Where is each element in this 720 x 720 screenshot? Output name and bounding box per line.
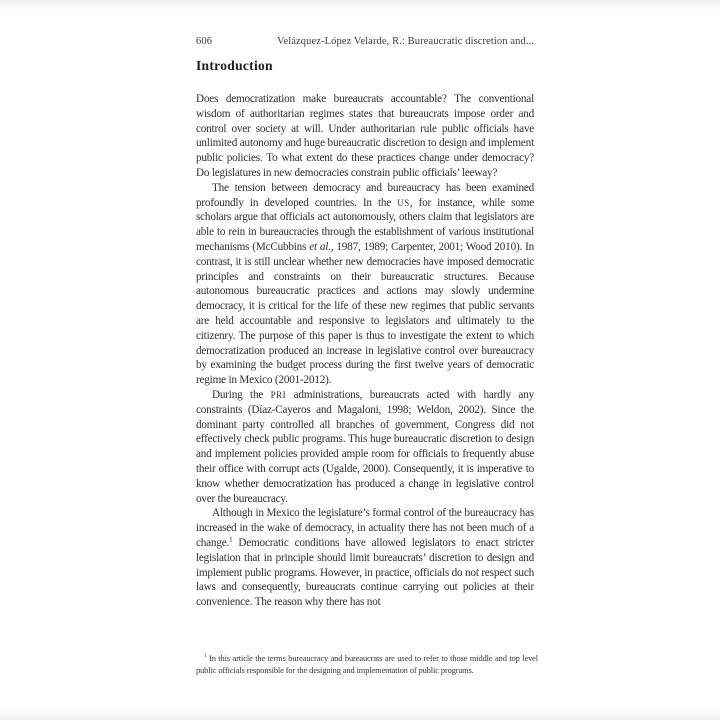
page-number: 606 xyxy=(196,36,213,47)
text-segment: , 1987, 1989; Carpenter, 2001; Wood 2010). In contrast, it is still unclear whether new democracies have imposed democratic principles and constraints on their bureaucratic structures. Because autonomous bureaucratic practices and actions may slowly undermine democracy, it is critical for the life of these new regimes that public servants are held accountable and responsive to legislators and ultimately to the citizenry. The purpose of this paper is thus to investigate the extent to which democratization produced an increase in legislative control over bureaucracy by examining the budget process during the first twelve years of democratic regime in Mexico (2001-2012). xyxy=(196,240,535,387)
text-segment: PRI xyxy=(270,389,287,400)
page-header xyxy=(196,36,534,47)
footnote xyxy=(196,653,538,678)
text-segment: administrations, bureaucrats acted with hardly any constraints (Díaz-Cayeros and Magaloni, 1998; Weldon, 2002). Since the dominant party controlled all branches of government, Congress did not effectively check public programs. This huge bureaucratic discretion to design and implement policies provided ample room for officials to frequently abuse their office with corrupt acts (Ugalde, 2000). Consequently, it is imperative to know whether democratization has produced a change in legislative control over the bureaucracy. xyxy=(196,388,534,505)
text-segment: Although in Mexico the legislature’s formal control of the bureaucracy has increased in the wake of democracy, in actuality there has not been much of a change. xyxy=(196,507,534,549)
text-segment: 1 xyxy=(204,653,207,660)
text-segment: Does democratization make bureaucrats accountable? The conventional wisdom of authoritarian regimes states that bureaucrats impose order and control over society at will. Under authoritarian rule public officials have unlimited autonomy and huge bureaucratic discretion to design and implement public policies. To what extent do these practices change under democracy? Do legislatures in new democracies constrain public officials’ leeway? xyxy=(196,93,534,179)
text-segment: et al. xyxy=(309,240,331,253)
text-segment: Democratic conditions have allowed legislators to enact stricter legislation that in principle should limit bureaucrats’ discretion to design and implement public programs. However, in practice, officials do not respect such laws and consequently, bureaucrats continue carrying out policies at their convenience. The reason why there has not xyxy=(196,536,534,609)
article-body xyxy=(196,92,534,610)
paragraph xyxy=(196,181,534,388)
section-heading: Introduction xyxy=(196,58,273,73)
text-segment: The tension between democracy and bureaucracy has been examined profoundly in developed countries. In the xyxy=(196,181,534,209)
text-segment: 1 xyxy=(229,535,233,544)
text-segment: , for instance, while some scholars argue that officials act autonomously, others claim that legislators are able to rein in bureaucracies through the establishment of various institutional mechanisms (McCubbins xyxy=(196,196,534,253)
paragraph xyxy=(196,653,538,678)
paragraph xyxy=(196,92,534,181)
text-segment: In this article the terms bureaucracy and bureaucrats are used to refer to those middle and top level public officials responsible for the designing and implementation of public programs. xyxy=(196,654,538,676)
running-title: Velázquez-López Velarde, R.: Bureaucratic discretion and... xyxy=(276,36,534,47)
paragraph xyxy=(196,388,534,506)
scan-edge-top xyxy=(0,0,720,10)
paragraph xyxy=(196,506,534,610)
scan-edge-bottom xyxy=(0,708,720,720)
text-segment: US xyxy=(397,197,410,208)
text-segment: During the xyxy=(212,388,271,401)
